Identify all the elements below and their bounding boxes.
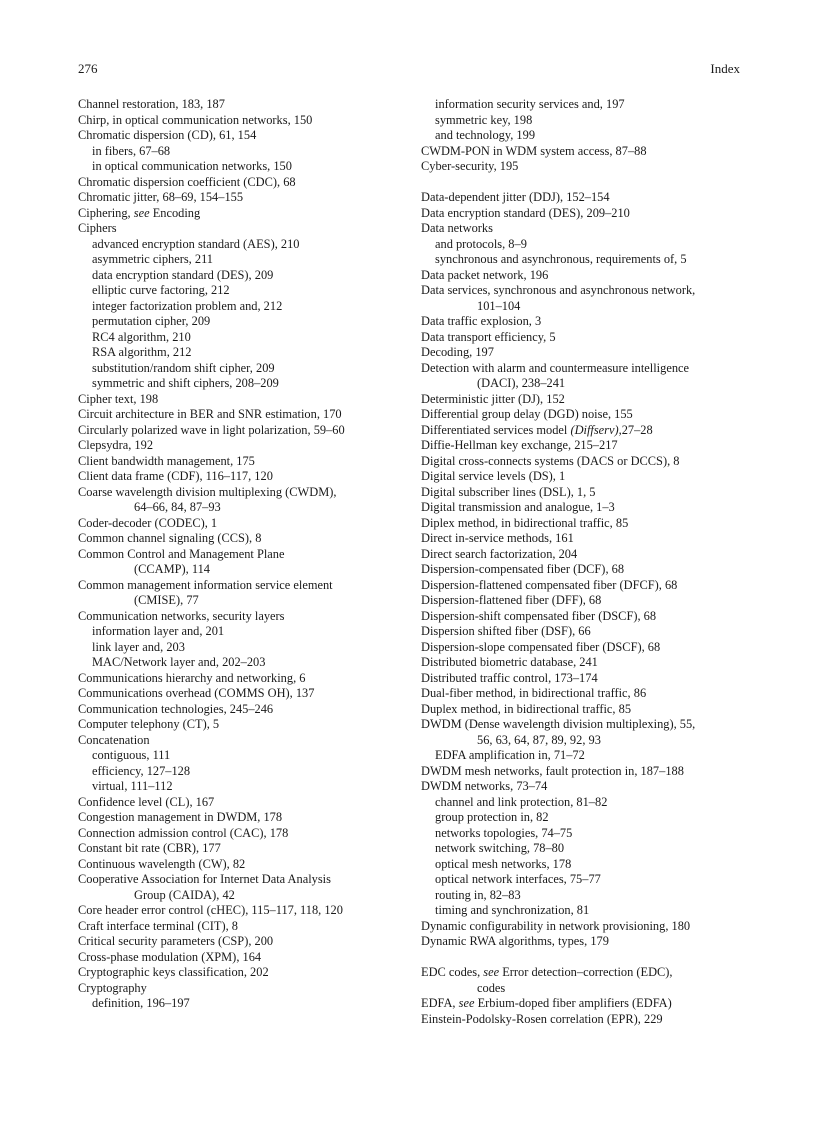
entry-text: 64–66, 84, 87–93 — [134, 500, 221, 514]
index-subentry — [78, 655, 396, 671]
index-entry — [421, 221, 741, 237]
entry-text: asymmetric ciphers, 211 — [92, 252, 214, 266]
entry-text: Dispersion-slope compensated fiber (DSCF), 68 — [421, 639, 661, 654]
index-entry — [78, 531, 396, 547]
index-entry-continuation — [78, 593, 396, 609]
entry-text: Chromatic dispersion coefficient (CDC), 68 — [78, 174, 296, 189]
index-entry — [421, 500, 741, 516]
entry-text: routing in, 82–83 — [435, 887, 521, 902]
index-entry — [421, 190, 741, 206]
entry-text: link layer and, 203 — [92, 639, 185, 654]
entry-text: Communications hierarchy and networking, 6 — [78, 670, 306, 685]
index-subentry — [78, 345, 396, 361]
entry-text: information layer and, 201 — [92, 624, 225, 638]
index-entry — [421, 578, 741, 594]
entry-text: RSA algorithm, 212 — [92, 345, 192, 359]
index-subentry — [78, 764, 396, 780]
entry-text: Data traffic explosion, 3 — [421, 314, 542, 328]
entry-text: Concatenation — [78, 732, 150, 747]
index-subentry — [78, 996, 396, 1012]
entry-text: Cooperative Association for Internet Data Analysis — [78, 872, 331, 886]
entry-text: timing and synchronization, 81 — [435, 903, 590, 917]
entry-text: Channel restoration, 183, 187 — [78, 97, 225, 111]
index-subentry — [421, 872, 741, 888]
index-entry — [421, 671, 741, 687]
entry-text: optical mesh networks, 178 — [435, 856, 572, 871]
index-entry-continuation — [421, 733, 741, 749]
entry-text: Dispersion shifted fiber (DSF), 66 — [421, 624, 591, 638]
entry-text: Critical security parameters (CSP), 200 — [78, 934, 274, 948]
entry-text: Einstein-Podolsky-Rosen correlation (EPR), 229 — [421, 1011, 663, 1026]
index-entry — [421, 624, 741, 640]
index-entry — [78, 795, 396, 811]
index-entry — [421, 640, 741, 656]
index-entry — [421, 516, 741, 532]
index-entry — [78, 810, 396, 826]
index-entry — [421, 144, 741, 160]
index-entry — [421, 268, 741, 284]
entry-text: group protection in, 82 — [435, 810, 549, 824]
index-entry — [421, 345, 741, 361]
index-entry — [78, 547, 396, 563]
index-subentry — [78, 252, 396, 268]
index-entry — [421, 702, 741, 718]
entry-text: and protocols, 8–9 — [435, 236, 527, 251]
index-entry — [78, 671, 396, 687]
entry-text: Common channel signaling (CCS), 8 — [78, 531, 262, 545]
index-entry — [78, 407, 396, 423]
index-group-gap — [421, 950, 741, 966]
entry-text: (CCAMP), 114 — [134, 562, 210, 576]
entry-text: Differential group delay (DGD) noise, 155 — [421, 407, 633, 421]
entry-italic-text: see — [133, 205, 150, 220]
entry-text: Confidence level (CL), 167 — [78, 794, 215, 809]
index-subentry — [78, 144, 396, 160]
entry-text: Circularly polarized wave in light polarization, 59–60 — [78, 422, 345, 437]
entry-text: Differentiated services model — [421, 422, 571, 437]
entry-text-tail: Erbium-doped fiber amplifiers (EDFA) — [474, 996, 672, 1010]
index-subentry — [78, 640, 396, 656]
entry-text: Data networks — [421, 221, 493, 235]
entry-text: Clepsydra, 192 — [78, 438, 154, 452]
entry-text: Duplex method, in bidirectional traffic, 85 — [421, 701, 632, 716]
index-column-right — [421, 97, 741, 1027]
index-entry — [421, 934, 741, 950]
entry-text: in fibers, 67–68 — [92, 143, 171, 158]
entry-text: Circuit architecture in BER and SNR estimation, 170 — [78, 407, 342, 421]
index-entry — [421, 283, 741, 299]
index-entry — [421, 547, 741, 563]
entry-text: Cross-phase modulation (XPM), 164 — [78, 949, 262, 964]
entry-text: Ciphering, — [78, 205, 134, 220]
entry-text: Core header error control (cHEC), 115–117, 118, 120 — [78, 903, 343, 917]
page-number: 276 — [78, 61, 98, 76]
entry-text: Direct in-service methods, 161 — [421, 531, 574, 545]
entry-text: Dispersion-flattened compensated fiber (DFCF), 68 — [421, 577, 678, 592]
entry-text: Cipher text, 198 — [78, 391, 159, 406]
index-subentry — [421, 810, 741, 826]
entry-text: Distributed traffic control, 173–174 — [421, 670, 598, 685]
entry-text-tail: ,27–28 — [618, 422, 653, 437]
entry-text: Dual-fiber method, in bidirectional traffic, 86 — [421, 686, 647, 700]
entry-text: contiguous, 111 — [92, 748, 171, 762]
index-subentry — [78, 624, 396, 640]
entry-text: advanced encryption standard (AES), 210 — [92, 236, 300, 251]
index-entry — [78, 826, 396, 842]
entry-text: Coarse wavelength division multiplexing (CWDM), — [78, 484, 337, 499]
index-subentry — [78, 330, 396, 346]
entry-text: Decoding, 197 — [421, 345, 494, 359]
entry-text: Cryptographic keys classification, 202 — [78, 965, 269, 979]
entry-text: Communications overhead (COMMS OH), 137 — [78, 686, 315, 700]
index-entry — [78, 733, 396, 749]
entry-text: virtual, 111–112 — [92, 779, 173, 793]
index-entry — [78, 97, 396, 113]
index-entry — [421, 314, 741, 330]
index-entry — [421, 469, 741, 485]
entry-text: Chirp, in optical communication networks, 150 — [78, 112, 313, 127]
index-entry — [78, 206, 396, 222]
entry-text: Data services, synchronous and asynchronous network, — [421, 283, 696, 297]
index-subentry — [421, 748, 741, 764]
entry-text: Data packet network, 196 — [421, 267, 549, 282]
entry-text: definition, 196–197 — [92, 996, 190, 1010]
entry-text: Craft interface terminal (CIT), 8 — [78, 918, 238, 933]
index-entry — [421, 965, 741, 981]
index-subentry — [78, 283, 396, 299]
index-subentry — [421, 113, 741, 129]
entry-text-tail: Encoding — [149, 205, 201, 220]
entry-text: DWDM (Dense wavelength division multiplexing), 55, — [421, 717, 696, 731]
entry-text: RC4 algorithm, 210 — [92, 329, 191, 344]
entry-text: Cryptography — [78, 980, 147, 995]
index-column-left — [78, 97, 396, 1012]
index-entry — [421, 1012, 741, 1028]
index-subentry — [421, 97, 741, 113]
index-entry — [78, 919, 396, 935]
index-entry — [421, 996, 741, 1012]
entry-text: networks topologies, 74–75 — [435, 825, 573, 840]
entry-text: Dispersion-shift compensated fiber (DSCF), 68 — [421, 608, 657, 623]
entry-text: Continuous wavelength (CW), 82 — [78, 856, 246, 871]
entry-text: EDFA, — [421, 996, 459, 1010]
entry-text: Data-dependent jitter (DDJ), 152–154 — [421, 190, 610, 204]
entry-text: Distributed biometric database, 241 — [421, 655, 598, 669]
entry-text: (CMISE), 77 — [134, 593, 199, 607]
index-entry — [421, 764, 741, 780]
index-entry — [78, 469, 396, 485]
index-entry — [421, 392, 741, 408]
index-entry — [421, 686, 741, 702]
index-subentry — [78, 268, 396, 284]
entry-text: Dispersion-compensated fiber (DCF), 68 — [421, 562, 625, 576]
entry-italic-text: see — [458, 996, 475, 1010]
entry-text: MAC/Network layer and, 202–203 — [92, 655, 266, 669]
index-entry-continuation — [421, 299, 741, 315]
entry-text: Diffie-Hellman key exchange, 215–217 — [421, 438, 618, 452]
index-entry — [421, 593, 741, 609]
entry-italic-text: (Diffserv) — [570, 422, 619, 437]
entry-text: Constant bit rate (CBR), 177 — [78, 841, 221, 855]
entry-text: 101–104 — [477, 298, 521, 313]
index-entry — [421, 919, 741, 935]
index-entry — [78, 190, 396, 206]
index-subentry — [421, 826, 741, 842]
index-subentry — [421, 841, 741, 857]
index-subentry — [421, 888, 741, 904]
index-entry — [78, 128, 396, 144]
entry-text: (DACI), 238–241 — [477, 376, 566, 390]
entry-text: Digital transmission and analogue, 1–3 — [421, 500, 615, 514]
entry-text: Computer telephony (CT), 5 — [78, 717, 220, 731]
entry-text: Connection admission control (CAC), 178 — [78, 825, 289, 840]
entry-text: EDC codes, — [421, 965, 484, 979]
entry-text: Diplex method, in bidirectional traffic, 85 — [421, 515, 629, 530]
index-entry — [421, 609, 741, 625]
index-entry — [421, 655, 741, 671]
entry-text: Digital service levels (DS), 1 — [421, 469, 566, 483]
entry-text: elliptic curve factoring, 212 — [92, 283, 230, 297]
index-subentry — [78, 748, 396, 764]
entry-text: Group (CAIDA), 42 — [134, 887, 235, 902]
entry-text: network switching, 78–80 — [435, 841, 565, 855]
index-entry — [421, 531, 741, 547]
entry-text: substitution/random shift cipher, 209 — [92, 360, 275, 375]
index-entry — [421, 438, 741, 454]
entry-text: codes — [477, 980, 506, 995]
entry-text: Common Control and Management Plane — [78, 546, 285, 561]
index-entry — [421, 330, 741, 346]
index-subentry — [421, 857, 741, 873]
entry-text: CWDM-PON in WDM system access, 87–88 — [421, 143, 647, 158]
index-entry — [78, 221, 396, 237]
index-subentry — [421, 903, 741, 919]
index-group-gap — [421, 175, 741, 191]
index-entry — [78, 485, 396, 501]
index-entry — [421, 361, 741, 377]
entry-text: channel and link protection, 81–82 — [435, 794, 608, 809]
index-subentry — [78, 376, 396, 392]
entry-text: synchronous and asynchronous, requirements of, 5 — [435, 252, 687, 266]
index-entry — [421, 779, 741, 795]
index-entry — [78, 965, 396, 981]
index-entry — [78, 686, 396, 702]
index-subentry — [78, 779, 396, 795]
index-entry — [421, 485, 741, 501]
index-entry — [78, 423, 396, 439]
entry-text: Data encryption standard (DES), 209–210 — [421, 205, 630, 220]
index-entry — [421, 407, 741, 423]
index-subentry — [421, 795, 741, 811]
index-entry-continuation — [421, 981, 741, 997]
entry-text: Cyber-security, 195 — [421, 159, 519, 173]
index-subentry — [421, 252, 741, 268]
entry-text: Ciphers — [78, 221, 117, 235]
entry-text: DWDM mesh networks, fault protection in, 187–188 — [421, 763, 684, 778]
entry-text: Chromatic jitter, 68–69, 154–155 — [78, 190, 244, 204]
entry-text: Data transport efficiency, 5 — [421, 329, 556, 344]
entry-text: Detection with alarm and countermeasure intelligence — [421, 360, 690, 375]
entry-text: integer factorization problem and, 212 — [92, 298, 283, 313]
index-entry — [78, 113, 396, 129]
index-subentry — [78, 237, 396, 253]
index-entry — [421, 562, 741, 578]
entry-text: Digital cross-connects systems (DACS or DCCS), 8 — [421, 453, 680, 468]
index-entry — [78, 857, 396, 873]
entry-text: Client bandwidth management, 175 — [78, 453, 255, 468]
entry-text: Client data frame (CDF), 116–117, 120 — [78, 469, 273, 483]
entry-text: Communication technologies, 245–246 — [78, 701, 274, 716]
index-entry — [78, 717, 396, 733]
entry-text: data encryption standard (DES), 209 — [92, 267, 274, 282]
index-entry — [78, 934, 396, 950]
index-entry — [78, 903, 396, 919]
index-entry — [421, 454, 741, 470]
index-entry — [78, 392, 396, 408]
index-subentry — [421, 128, 741, 144]
index-entry — [78, 702, 396, 718]
index-entry — [421, 159, 741, 175]
index-entry — [78, 609, 396, 625]
index-subentry — [78, 361, 396, 377]
index-entry — [421, 717, 741, 733]
index-entry — [78, 516, 396, 532]
index-subentry — [78, 314, 396, 330]
entry-text: permutation cipher, 209 — [92, 314, 211, 328]
entry-text: Coder-decoder (CODEC), 1 — [78, 515, 218, 530]
entry-text: Communication networks, security layers — [78, 608, 285, 623]
entry-text: in optical communication networks, 150 — [92, 159, 292, 173]
index-entry — [78, 578, 396, 594]
index-entry — [421, 206, 741, 222]
entry-text: and technology, 199 — [435, 128, 536, 142]
index-entry-continuation — [78, 888, 396, 904]
entry-text: Congestion management in DWDM, 178 — [78, 810, 283, 824]
index-entry — [78, 872, 396, 888]
entry-text: Deterministic jitter (DJ), 152 — [421, 391, 565, 406]
entry-text: optical network interfaces, 75–77 — [435, 872, 601, 886]
entry-text: Common management information service element — [78, 577, 333, 592]
index-entry — [78, 438, 396, 454]
index-entry-continuation — [78, 562, 396, 578]
entry-text: Dynamic configurability in network provisioning, 180 — [421, 918, 691, 933]
entry-italic-text: see — [483, 965, 500, 979]
index-subentry — [78, 159, 396, 175]
entry-text: Direct search factorization, 204 — [421, 546, 578, 561]
entry-text: efficiency, 127–128 — [92, 763, 191, 778]
index-entry — [421, 423, 741, 439]
entry-text: 56, 63, 64, 87, 89, 92, 93 — [477, 732, 601, 747]
entry-text: Digital subscriber lines (DSL), 1, 5 — [421, 484, 596, 499]
index-entry — [78, 950, 396, 966]
entry-text: Dynamic RWA algorithms, types, 179 — [421, 934, 609, 948]
index-entry — [78, 454, 396, 470]
entry-text: Chromatic dispersion (CD), 61, 154 — [78, 128, 257, 142]
entry-text: DWDM networks, 73–74 — [421, 779, 548, 793]
index-subentry — [78, 299, 396, 315]
entry-text-tail: Error detection–correction (EDC), — [499, 965, 673, 979]
entry-text: Dispersion-flattened fiber (DFF), 68 — [421, 593, 602, 607]
index-entry — [78, 175, 396, 191]
index-entry-continuation — [421, 376, 741, 392]
index-entry — [78, 981, 396, 997]
entry-text: EDFA amplification in, 71–72 — [435, 748, 585, 762]
index-entry — [78, 841, 396, 857]
index-entry-continuation — [78, 500, 396, 516]
entry-text: symmetric and shift ciphers, 208–209 — [92, 376, 279, 390]
index-subentry — [421, 237, 741, 253]
entry-text: symmetric key, 198 — [435, 112, 533, 127]
running-head: Index — [710, 61, 740, 76]
entry-text: information security services and, 197 — [435, 97, 625, 111]
